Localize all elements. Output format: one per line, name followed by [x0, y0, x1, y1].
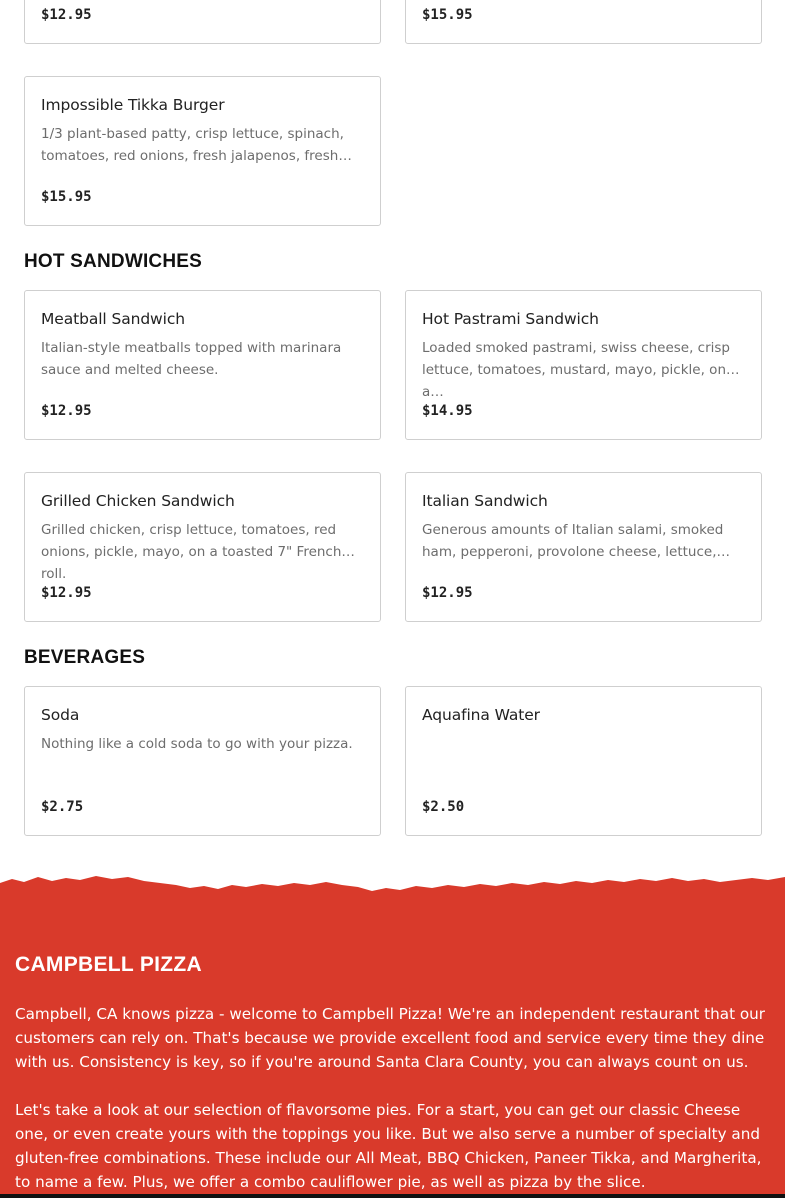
item-name: Soda	[41, 706, 80, 724]
item-description: Nothing like a cold soda to go with your pizza.	[41, 736, 353, 752]
item-description: Generous amounts of Italian salami, smoked ham, pepperoni, provolone cheese, lettuce,…	[422, 522, 731, 560]
footer-paragraph-2: Let's take a look at our selection of flavorsome pies. For a start, you can get our classic Cheese one, or even create yours with the toppings you like. But we also serve a number of specialty and gluten-free combinations. These include our All Meat, BBQ Chicken, Paneer Tikka, and Margherita, to name a few. Plus, we offer a combo cauliflower pie, as well as pizza by the slice.	[15, 1101, 762, 1191]
bottom-bar	[0, 1194, 785, 1198]
item-name: Aquafina Water	[422, 706, 540, 724]
item-price: $15.95	[41, 189, 92, 205]
menu-item-card-grilled-chicken-sandwich[interactable]	[24, 472, 381, 622]
item-name: Meatball Sandwich	[41, 310, 185, 328]
item-price: $12.95	[41, 585, 92, 601]
item-description: Grilled chicken, crisp lettuce, tomatoes, red onions, pickle, mayo, on a toasted 7" French roll.	[41, 522, 342, 582]
footer-title: CAMPBELL PIZZA	[15, 953, 202, 976]
item-price: $14.95	[422, 403, 473, 419]
item-name: Italian Sandwich	[422, 492, 548, 510]
menu-item-card[interactable]	[405, 0, 762, 44]
item-name: Impossible Tikka Burger	[41, 96, 225, 114]
item-price: $2.75	[41, 799, 84, 815]
footer	[0, 875, 785, 1198]
footer-paragraph-1: Campbell, CA knows pizza - welcome to Campbell Pizza! We're an independent restaurant that our customers can rely on. That's because we provide excellent food and service every time they dine with us. Consistency is key, so if you're around Santa Clara County, you can always count on us.	[15, 1005, 766, 1071]
menu-item-card-hot-pastrami-sandwich[interactable]	[405, 290, 762, 440]
item-name: Hot Pastrami Sandwich	[422, 310, 599, 328]
menu-item-card-aquafina-water[interactable]	[405, 686, 762, 836]
section-title-hot-sandwiches: HOT SANDWICHES	[24, 251, 203, 272]
item-price: $12.95	[41, 7, 92, 23]
item-description: Italian-style meatballs topped with marinara sauce and melted cheese.	[41, 340, 342, 378]
menu-item-card-italian-sandwich[interactable]	[405, 472, 762, 622]
menu-item-card[interactable]	[24, 0, 381, 44]
item-price: $12.95	[41, 403, 92, 419]
item-price: $12.95	[422, 585, 473, 601]
item-price: $2.50	[422, 799, 465, 815]
menu-item-card-soda[interactable]	[24, 686, 381, 836]
menu-item-card-meatball-sandwich[interactable]	[24, 290, 381, 440]
item-description: 1/3 plant-based patty, crisp lettuce, spinach, tomatoes, red onions, fresh jalapenos, fresh…	[41, 126, 352, 164]
item-price: $15.95	[422, 7, 473, 23]
item-description: Loaded smoked pastrami, swiss cheese, crisp lettuce, tomatoes, mustard, mayo, pickle, on a…	[422, 340, 730, 400]
section-title-beverages: BEVERAGES	[24, 647, 146, 668]
menu-item-card-impossible-tikka-burger[interactable]	[24, 76, 381, 226]
item-name: Grilled Chicken Sandwich	[41, 492, 235, 510]
